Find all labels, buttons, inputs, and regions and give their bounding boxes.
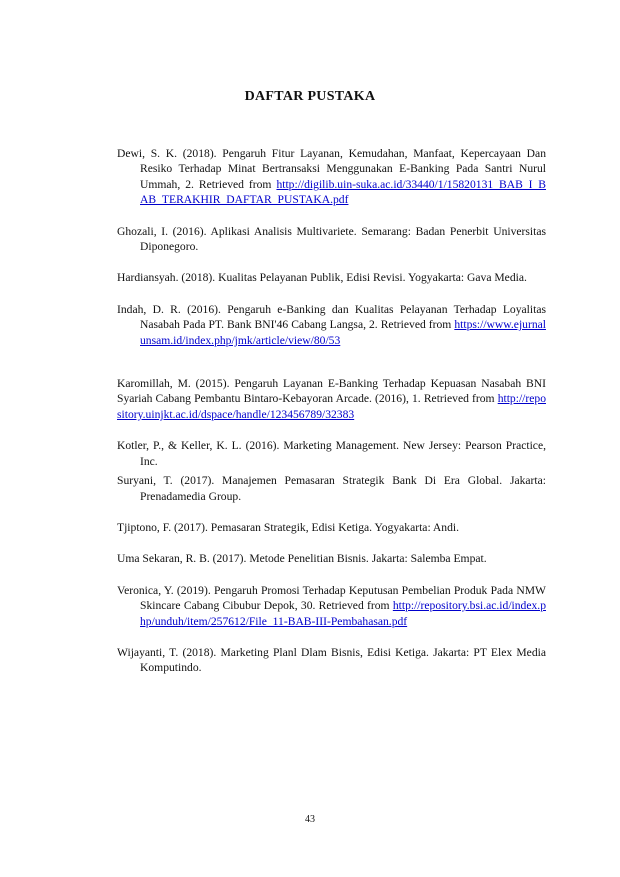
- page-title: DAFTAR PUSTAKA: [244, 89, 376, 104]
- reference-text: Hardiansyah. (2018). Kualitas Pelayanan Publik, Edisi Revisi. Yogyakarta: Gava Media.: [117, 271, 527, 285]
- reference-wijayanti: [117, 645, 546, 676]
- reference-text: Kotler, P., & Keller, K. L. (2016). Marketing Management. New Jersey: Pearson Practice, Inc.: [117, 439, 546, 468]
- page-number: 43: [305, 814, 315, 825]
- reference-text: Karomillah, M. (2015). Pengaruh Layanan E-Banking Terhadap Kepuasan Nasabah BNI Syariah Cabang Pembantu Bintaro-Kebayoran Arcade. (2016), 1. Retrieved from: [117, 377, 546, 406]
- reference-link[interactable]: https://www.ejurnalunsam.id/index.php/jmk/article/view/80/53: [140, 318, 546, 347]
- reference-hardiansyah: [117, 270, 546, 285]
- reference-text: Suryani, T. (2017). Manajemen Pemasaran Strategik Bank Di Era Global. Jakarta: Prenadamedia Group.: [117, 474, 546, 503]
- reference-uma-sekaran: [117, 551, 546, 566]
- reference-link[interactable]: http://repository.uinjkt.ac.id/dspace/handle/123456789/32383: [117, 392, 546, 421]
- reference-text: Indah, D. R. (2016). Pengaruh e-Banking dan Kualitas Pelayanan Terhadap Loyalitas Nasabah Pada PT. Bank BNI'46 Cabang Langsa, 2. Retrieved from: [117, 302, 546, 332]
- reference-kotler: [117, 438, 546, 469]
- reference-indah: [117, 302, 546, 348]
- reference-text: Veronica, Y. (2019). Pengaruh Promosi Terhadap Keputusan Pembelian Produk Pada NMW Skincare Cabang Cibubur Depok, 30. Retrieved from: [117, 583, 546, 613]
- reference-link[interactable]: http://digilib.uin-suka.ac.id/33440/1/15820131_BAB_I_BAB_TERAKHIR_DAFTAR_PUSTAKA.pdf: [140, 177, 546, 207]
- reference-karomillah: [117, 376, 546, 422]
- reference-text: Uma Sekaran, R. B. (2017). Metode Penelitian Bisnis. Jakarta: Salemba Empat.: [117, 552, 487, 566]
- reference-tjiptono: [117, 520, 546, 535]
- reference-dewi: [117, 146, 546, 208]
- reference-link[interactable]: http://repository.bsi.ac.id/index.php/unduh/item/257612/File_11-BAB-III-Pembahasan.pdf: [140, 599, 546, 628]
- reference-text: Wijayanti, T. (2018). Marketing Planl Dlam Bisnis, Edisi Ketiga. Jakarta: PT Elex Media Komputindo.: [117, 645, 546, 675]
- reference-suryani: [117, 473, 546, 504]
- reference-text: Tjiptono, F. (2017). Pemasaran Strategik, Edisi Ketiga. Yogyakarta: Andi.: [117, 520, 460, 534]
- reference-veronica: [117, 583, 546, 629]
- reference-list: [117, 146, 546, 676]
- reference-text: Dewi, S. K. (2018). Pengaruh Fitur Layanan, Kemudahan, Manfaat, Kepercayaan Dan Resiko Terhadap Minat Bertransaksi Menggunakan E-Banking Pada Santri Nurul Ummah, 2. Retrieved from: [117, 147, 546, 191]
- reference-ghozali: [117, 224, 546, 255]
- reference-text: Ghozali, I. (2016). Aplikasi Analisis Multivariete. Semarang: Badan Penerbit Universitas Diponegoro.: [117, 224, 546, 254]
